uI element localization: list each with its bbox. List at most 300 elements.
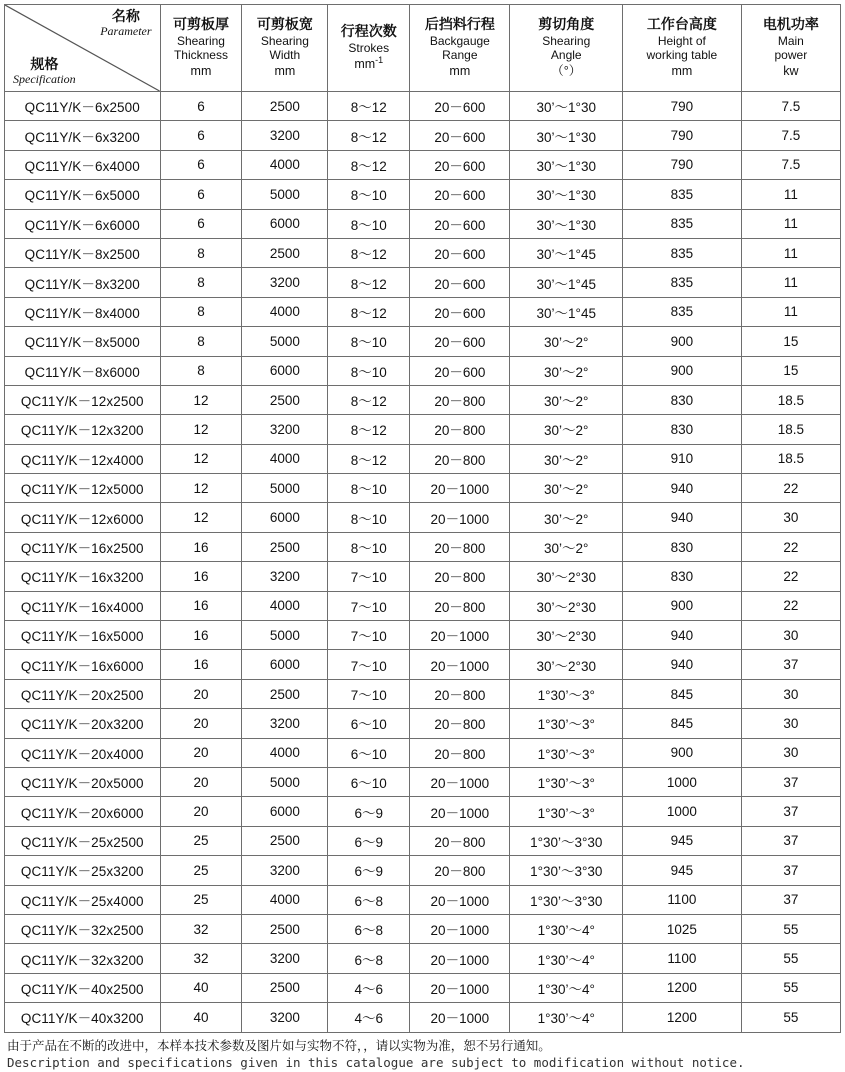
cell-main-power: 30 xyxy=(741,621,840,650)
cell-model: QC11Y/K－6x4000 xyxy=(5,150,161,179)
cell-main-power: 30 xyxy=(741,679,840,708)
cell-backgauge-range: 20－800 xyxy=(410,532,510,561)
cell-main-power: 11 xyxy=(741,268,840,297)
cell-strokes: 8～10 xyxy=(328,327,410,356)
cell-table-height: 835 xyxy=(623,209,742,238)
cell-shearing-thickness: 16 xyxy=(160,591,242,620)
cell-shearing-thickness: 20 xyxy=(160,797,242,826)
cell-main-power: 15 xyxy=(741,327,840,356)
table-row xyxy=(5,709,841,738)
cell-main-power: 30 xyxy=(741,503,840,532)
cell-main-power: 7.5 xyxy=(741,150,840,179)
cell-backgauge-range: 20－1000 xyxy=(410,885,510,914)
cell-main-power: 22 xyxy=(741,591,840,620)
cell-table-height: 1000 xyxy=(623,767,742,796)
cell-shearing-width: 4000 xyxy=(242,591,328,620)
cell-shearing-thickness: 40 xyxy=(160,1003,242,1032)
header-col-shearing-width: 可剪板宽 Shearing Width mm xyxy=(242,5,328,92)
cell-main-power: 55 xyxy=(741,973,840,1002)
cell-shearing-angle: 30’～1°30 xyxy=(510,180,623,209)
cell-shearing-angle: 1°30’～4° xyxy=(510,944,623,973)
cell-backgauge-range: 20－1000 xyxy=(410,650,510,679)
cell-table-height: 900 xyxy=(623,738,742,767)
cell-shearing-angle: 30’～2°30 xyxy=(510,562,623,591)
table-row xyxy=(5,415,841,444)
table-row xyxy=(5,327,841,356)
cell-strokes: 6～10 xyxy=(328,767,410,796)
cell-table-height: 900 xyxy=(623,356,742,385)
cell-shearing-width: 3200 xyxy=(242,1003,328,1032)
cell-shearing-thickness: 40 xyxy=(160,973,242,1002)
cell-main-power: 18.5 xyxy=(741,444,840,473)
cell-strokes: 8～10 xyxy=(328,474,410,503)
cell-main-power: 22 xyxy=(741,562,840,591)
cell-model: QC11Y/K－12x4000 xyxy=(5,444,161,473)
cell-model: QC11Y/K－20x5000 xyxy=(5,767,161,796)
cell-backgauge-range: 20－600 xyxy=(410,238,510,267)
cell-shearing-thickness: 25 xyxy=(160,885,242,914)
table-row xyxy=(5,738,841,767)
cell-strokes: 6～8 xyxy=(328,885,410,914)
cell-strokes: 8～10 xyxy=(328,532,410,561)
cell-shearing-thickness: 20 xyxy=(160,738,242,767)
table-row xyxy=(5,180,841,209)
cell-shearing-angle: 30’～2° xyxy=(510,327,623,356)
cell-strokes: 4～6 xyxy=(328,1003,410,1032)
cell-shearing-thickness: 8 xyxy=(160,268,242,297)
cell-main-power: 55 xyxy=(741,914,840,943)
cell-shearing-thickness: 12 xyxy=(160,385,242,414)
cell-main-power: 22 xyxy=(741,474,840,503)
cell-backgauge-range: 20－600 xyxy=(410,180,510,209)
cell-shearing-width: 4000 xyxy=(242,738,328,767)
cell-shearing-width: 3200 xyxy=(242,709,328,738)
cell-shearing-angle: 1°30’～4° xyxy=(510,914,623,943)
cell-table-height: 830 xyxy=(623,562,742,591)
cell-model: QC11Y/K－25x2500 xyxy=(5,826,161,855)
cell-table-height: 940 xyxy=(623,503,742,532)
cell-shearing-angle: 30’～2° xyxy=(510,532,623,561)
cell-shearing-angle: 30’～1°30 xyxy=(510,121,623,150)
cell-table-height: 835 xyxy=(623,238,742,267)
cell-shearing-angle: 30’～1°45 xyxy=(510,238,623,267)
cell-strokes: 7～10 xyxy=(328,679,410,708)
cell-model: QC11Y/K－40x2500 xyxy=(5,973,161,1002)
cell-backgauge-range: 20－600 xyxy=(410,150,510,179)
cell-shearing-width: 2500 xyxy=(242,826,328,855)
cell-backgauge-range: 20－1000 xyxy=(410,767,510,796)
cell-backgauge-range: 20－800 xyxy=(410,826,510,855)
cell-shearing-width: 6000 xyxy=(242,650,328,679)
cell-shearing-thickness: 6 xyxy=(160,209,242,238)
cell-main-power: 15 xyxy=(741,356,840,385)
cell-shearing-angle: 1°30’～3° xyxy=(510,797,623,826)
cell-main-power: 55 xyxy=(741,944,840,973)
cell-strokes: 6～9 xyxy=(328,856,410,885)
cell-shearing-thickness: 20 xyxy=(160,679,242,708)
cell-main-power: 37 xyxy=(741,797,840,826)
cell-shearing-thickness: 16 xyxy=(160,621,242,650)
cell-shearing-angle: 30’～2° xyxy=(510,356,623,385)
cell-shearing-thickness: 16 xyxy=(160,562,242,591)
cell-shearing-thickness: 8 xyxy=(160,356,242,385)
cell-shearing-thickness: 20 xyxy=(160,767,242,796)
table-row xyxy=(5,356,841,385)
cell-model: QC11Y/K－16x2500 xyxy=(5,532,161,561)
cell-table-height: 1200 xyxy=(623,1003,742,1032)
footer-note-cn: 由于产品在不断的改进中，本样本技术参数及图片如与实物不符，，请以实物为准，恕不另行通知。 xyxy=(7,1038,841,1055)
cell-shearing-thickness: 8 xyxy=(160,297,242,326)
cell-shearing-width: 5000 xyxy=(242,767,328,796)
cell-model: QC11Y/K－20x6000 xyxy=(5,797,161,826)
cell-backgauge-range: 20－600 xyxy=(410,356,510,385)
table-row xyxy=(5,591,841,620)
cell-strokes: 7～10 xyxy=(328,621,410,650)
cell-model: QC11Y/K－20x3200 xyxy=(5,709,161,738)
table-row xyxy=(5,944,841,973)
table-row xyxy=(5,856,841,885)
cell-model: QC11Y/K－6x5000 xyxy=(5,180,161,209)
cell-model: QC11Y/K－25x4000 xyxy=(5,885,161,914)
cell-main-power: 30 xyxy=(741,738,840,767)
cell-strokes: 8～12 xyxy=(328,150,410,179)
cell-shearing-thickness: 6 xyxy=(160,121,242,150)
table-row xyxy=(5,385,841,414)
cell-table-height: 900 xyxy=(623,591,742,620)
cell-model: QC11Y/K－32x3200 xyxy=(5,944,161,973)
cell-main-power: 37 xyxy=(741,885,840,914)
cell-main-power: 11 xyxy=(741,238,840,267)
cell-shearing-angle: 30’～2° xyxy=(510,385,623,414)
cell-main-power: 11 xyxy=(741,209,840,238)
cell-backgauge-range: 20－800 xyxy=(410,415,510,444)
cell-backgauge-range: 20－1000 xyxy=(410,973,510,1002)
cell-shearing-angle: 1°30’～4° xyxy=(510,1003,623,1032)
table-row xyxy=(5,826,841,855)
table-body xyxy=(5,92,841,1033)
cell-model: QC11Y/K－25x3200 xyxy=(5,856,161,885)
table-row xyxy=(5,650,841,679)
cell-model: QC11Y/K－8x5000 xyxy=(5,327,161,356)
cell-shearing-angle: 1°30’～3°30 xyxy=(510,856,623,885)
cell-model: QC11Y/K－8x6000 xyxy=(5,356,161,385)
cell-backgauge-range: 20－1000 xyxy=(410,474,510,503)
cell-backgauge-range: 20－600 xyxy=(410,92,510,121)
cell-main-power: 11 xyxy=(741,297,840,326)
table-row xyxy=(5,532,841,561)
specification-table xyxy=(4,4,841,1033)
cell-backgauge-range: 20－600 xyxy=(410,268,510,297)
cell-strokes: 8～10 xyxy=(328,209,410,238)
table-row xyxy=(5,1003,841,1032)
cell-shearing-angle: 30’～1°45 xyxy=(510,297,623,326)
footer-note xyxy=(4,1038,841,1072)
cell-model: QC11Y/K－16x5000 xyxy=(5,621,161,650)
cell-shearing-width: 2500 xyxy=(242,238,328,267)
cell-shearing-angle: 30’～2°30 xyxy=(510,591,623,620)
cell-shearing-thickness: 6 xyxy=(160,92,242,121)
cell-shearing-angle: 30’～1°30 xyxy=(510,209,623,238)
cell-shearing-thickness: 25 xyxy=(160,826,242,855)
cell-shearing-thickness: 12 xyxy=(160,503,242,532)
cell-backgauge-range: 20－800 xyxy=(410,444,510,473)
cell-model: QC11Y/K－6x6000 xyxy=(5,209,161,238)
cell-shearing-thickness: 12 xyxy=(160,444,242,473)
cell-table-height: 1025 xyxy=(623,914,742,943)
table-row xyxy=(5,121,841,150)
cell-shearing-angle: 1°30’～3° xyxy=(510,709,623,738)
cell-strokes: 8～12 xyxy=(328,238,410,267)
cell-strokes: 7～10 xyxy=(328,562,410,591)
cell-shearing-angle: 30’～2° xyxy=(510,503,623,532)
cell-shearing-width: 6000 xyxy=(242,503,328,532)
cell-main-power: 18.5 xyxy=(741,415,840,444)
cell-strokes: 8～12 xyxy=(328,385,410,414)
footer-note-en: Description and specifications given in this catalogue are subject to modification without notice. xyxy=(7,1055,841,1072)
cell-table-height: 940 xyxy=(623,474,742,503)
cell-shearing-thickness: 12 xyxy=(160,474,242,503)
table-row xyxy=(5,150,841,179)
table-row xyxy=(5,621,841,650)
cell-model: QC11Y/K－12x5000 xyxy=(5,474,161,503)
cell-shearing-angle: 1°30’～3° xyxy=(510,738,623,767)
header-col-backgauge-range: 后挡料行程 Backgauge Range mm xyxy=(410,5,510,92)
cell-shearing-angle: 30’～2°30 xyxy=(510,650,623,679)
header-row xyxy=(5,5,841,92)
cell-shearing-angle: 1°30’～3°30 xyxy=(510,826,623,855)
cell-shearing-thickness: 12 xyxy=(160,415,242,444)
cell-shearing-width: 2500 xyxy=(242,973,328,1002)
cell-backgauge-range: 20－1000 xyxy=(410,621,510,650)
cell-backgauge-range: 20－800 xyxy=(410,709,510,738)
cell-table-height: 1100 xyxy=(623,885,742,914)
cell-shearing-width: 5000 xyxy=(242,180,328,209)
table-row xyxy=(5,92,841,121)
header-col-table-height: 工作台高度 Height of working table mm xyxy=(623,5,742,92)
cell-shearing-width: 4000 xyxy=(242,150,328,179)
cell-shearing-angle: 30’～1°30 xyxy=(510,92,623,121)
cell-shearing-width: 5000 xyxy=(242,621,328,650)
table-row xyxy=(5,238,841,267)
cell-table-height: 835 xyxy=(623,297,742,326)
cell-shearing-thickness: 6 xyxy=(160,150,242,179)
cell-model: QC11Y/K－40x3200 xyxy=(5,1003,161,1032)
cell-table-height: 940 xyxy=(623,621,742,650)
cell-backgauge-range: 20－800 xyxy=(410,679,510,708)
cell-model: QC11Y/K－12x2500 xyxy=(5,385,161,414)
cell-table-height: 830 xyxy=(623,385,742,414)
cell-shearing-width: 3200 xyxy=(242,268,328,297)
header-corner-cell xyxy=(5,5,161,92)
cell-shearing-thickness: 32 xyxy=(160,914,242,943)
cell-strokes: 8～12 xyxy=(328,92,410,121)
cell-main-power: 7.5 xyxy=(741,92,840,121)
cell-table-height: 940 xyxy=(623,650,742,679)
cell-shearing-width: 4000 xyxy=(242,444,328,473)
cell-table-height: 830 xyxy=(623,532,742,561)
cell-table-height: 835 xyxy=(623,180,742,209)
cell-main-power: 30 xyxy=(741,709,840,738)
cell-model: QC11Y/K－32x2500 xyxy=(5,914,161,943)
cell-shearing-angle: 1°30’～3° xyxy=(510,679,623,708)
cell-strokes: 8～12 xyxy=(328,297,410,326)
cell-shearing-width: 2500 xyxy=(242,92,328,121)
cell-shearing-thickness: 25 xyxy=(160,856,242,885)
cell-backgauge-range: 20－1000 xyxy=(410,1003,510,1032)
cell-shearing-thickness: 8 xyxy=(160,238,242,267)
cell-strokes: 8～10 xyxy=(328,180,410,209)
table-row xyxy=(5,268,841,297)
header-specification-label: 规格 Specification xyxy=(13,57,76,87)
cell-backgauge-range: 20－600 xyxy=(410,327,510,356)
cell-shearing-thickness: 32 xyxy=(160,944,242,973)
cell-backgauge-range: 20－1000 xyxy=(410,944,510,973)
cell-shearing-angle: 30’～1°30 xyxy=(510,150,623,179)
table-row xyxy=(5,914,841,943)
cell-shearing-width: 6000 xyxy=(242,356,328,385)
cell-table-height: 830 xyxy=(623,415,742,444)
table-row xyxy=(5,474,841,503)
cell-main-power: 18.5 xyxy=(741,385,840,414)
cell-shearing-thickness: 20 xyxy=(160,709,242,738)
cell-model: QC11Y/K－16x4000 xyxy=(5,591,161,620)
cell-shearing-width: 4000 xyxy=(242,885,328,914)
cell-model: QC11Y/K－6x2500 xyxy=(5,92,161,121)
cell-model: QC11Y/K－16x6000 xyxy=(5,650,161,679)
cell-shearing-angle: 1°30’～3° xyxy=(510,767,623,796)
cell-backgauge-range: 20－600 xyxy=(410,121,510,150)
cell-shearing-width: 6000 xyxy=(242,797,328,826)
cell-model: QC11Y/K－20x4000 xyxy=(5,738,161,767)
cell-main-power: 11 xyxy=(741,180,840,209)
cell-shearing-angle: 30’～1°45 xyxy=(510,268,623,297)
cell-strokes: 4～6 xyxy=(328,973,410,1002)
cell-table-height: 1100 xyxy=(623,944,742,973)
cell-shearing-thickness: 16 xyxy=(160,650,242,679)
cell-shearing-width: 5000 xyxy=(242,327,328,356)
cell-table-height: 845 xyxy=(623,679,742,708)
cell-shearing-width: 2500 xyxy=(242,532,328,561)
table-header xyxy=(5,5,841,92)
cell-backgauge-range: 20－800 xyxy=(410,562,510,591)
cell-strokes: 6～9 xyxy=(328,826,410,855)
cell-model: QC11Y/K－16x3200 xyxy=(5,562,161,591)
cell-shearing-width: 5000 xyxy=(242,474,328,503)
cell-main-power: 37 xyxy=(741,650,840,679)
cell-shearing-thickness: 6 xyxy=(160,180,242,209)
cell-strokes: 6～8 xyxy=(328,914,410,943)
cell-backgauge-range: 20－600 xyxy=(410,209,510,238)
cell-table-height: 1000 xyxy=(623,797,742,826)
cell-shearing-width: 4000 xyxy=(242,297,328,326)
cell-shearing-width: 3200 xyxy=(242,856,328,885)
cell-shearing-width: 2500 xyxy=(242,385,328,414)
table-row xyxy=(5,885,841,914)
cell-table-height: 945 xyxy=(623,856,742,885)
header-col-shearing-thickness: 可剪板厚 Shearing Thickness mm xyxy=(160,5,242,92)
cell-backgauge-range: 20－1000 xyxy=(410,503,510,532)
cell-strokes: 6～8 xyxy=(328,944,410,973)
cell-main-power: 37 xyxy=(741,856,840,885)
cell-model: QC11Y/K－6x3200 xyxy=(5,121,161,150)
cell-model: QC11Y/K－8x3200 xyxy=(5,268,161,297)
cell-strokes: 8～10 xyxy=(328,356,410,385)
cell-shearing-angle: 1°30’～4° xyxy=(510,973,623,1002)
header-col-shearing-angle: 剪切角度 Shearing Angle （°） xyxy=(510,5,623,92)
cell-main-power: 37 xyxy=(741,767,840,796)
table-row xyxy=(5,767,841,796)
cell-shearing-angle: 30’～2° xyxy=(510,415,623,444)
cell-shearing-thickness: 8 xyxy=(160,327,242,356)
cell-shearing-angle: 30’～2° xyxy=(510,474,623,503)
table-row xyxy=(5,679,841,708)
header-col-strokes: 行程次数 Strokes $mm^{-1}$ xyxy=(328,5,410,92)
table-row xyxy=(5,503,841,532)
cell-backgauge-range: 20－800 xyxy=(410,856,510,885)
cell-main-power: 55 xyxy=(741,1003,840,1032)
cell-shearing-width: 2500 xyxy=(242,914,328,943)
cell-table-height: 900 xyxy=(623,327,742,356)
cell-strokes: 6～10 xyxy=(328,709,410,738)
cell-strokes: 7～10 xyxy=(328,650,410,679)
table-row xyxy=(5,444,841,473)
table-row xyxy=(5,562,841,591)
cell-table-height: 835 xyxy=(623,268,742,297)
header-col-main-power: 电机功率 Main power kw xyxy=(741,5,840,92)
cell-strokes: 8～12 xyxy=(328,444,410,473)
cell-backgauge-range: 20－1000 xyxy=(410,914,510,943)
cell-shearing-angle: 30’～2°30 xyxy=(510,621,623,650)
cell-table-height: 845 xyxy=(623,709,742,738)
cell-main-power: 37 xyxy=(741,826,840,855)
cell-shearing-width: 3200 xyxy=(242,562,328,591)
cell-backgauge-range: 20－800 xyxy=(410,385,510,414)
cell-model: QC11Y/K－8x4000 xyxy=(5,297,161,326)
cell-table-height: 910 xyxy=(623,444,742,473)
cell-strokes: 7～10 xyxy=(328,591,410,620)
cell-table-height: 790 xyxy=(623,150,742,179)
cell-backgauge-range: 20－600 xyxy=(410,297,510,326)
cell-table-height: 1200 xyxy=(623,973,742,1002)
cell-model: QC11Y/K－8x2500 xyxy=(5,238,161,267)
table-row xyxy=(5,797,841,826)
cell-shearing-thickness: 16 xyxy=(160,532,242,561)
table-row xyxy=(5,973,841,1002)
cell-model: QC11Y/K－12x6000 xyxy=(5,503,161,532)
cell-table-height: 945 xyxy=(623,826,742,855)
cell-shearing-width: 6000 xyxy=(242,209,328,238)
cell-strokes: 6～10 xyxy=(328,738,410,767)
cell-table-height: 790 xyxy=(623,92,742,121)
cell-strokes: 6～9 xyxy=(328,797,410,826)
cell-main-power: 22 xyxy=(741,532,840,561)
table-row xyxy=(5,297,841,326)
cell-shearing-angle: 1°30’～3°30 xyxy=(510,885,623,914)
cell-strokes: 8～12 xyxy=(328,268,410,297)
cell-shearing-width: 3200 xyxy=(242,121,328,150)
cell-model: QC11Y/K－20x2500 xyxy=(5,679,161,708)
table-row xyxy=(5,209,841,238)
cell-shearing-angle: 30’～2° xyxy=(510,444,623,473)
cell-shearing-width: 3200 xyxy=(242,944,328,973)
cell-model: QC11Y/K－12x3200 xyxy=(5,415,161,444)
cell-backgauge-range: 20－800 xyxy=(410,591,510,620)
cell-strokes: 8～12 xyxy=(328,121,410,150)
cell-shearing-width: 2500 xyxy=(242,679,328,708)
cell-backgauge-range: 20－800 xyxy=(410,738,510,767)
cell-backgauge-range: 20－1000 xyxy=(410,797,510,826)
cell-shearing-width: 3200 xyxy=(242,415,328,444)
